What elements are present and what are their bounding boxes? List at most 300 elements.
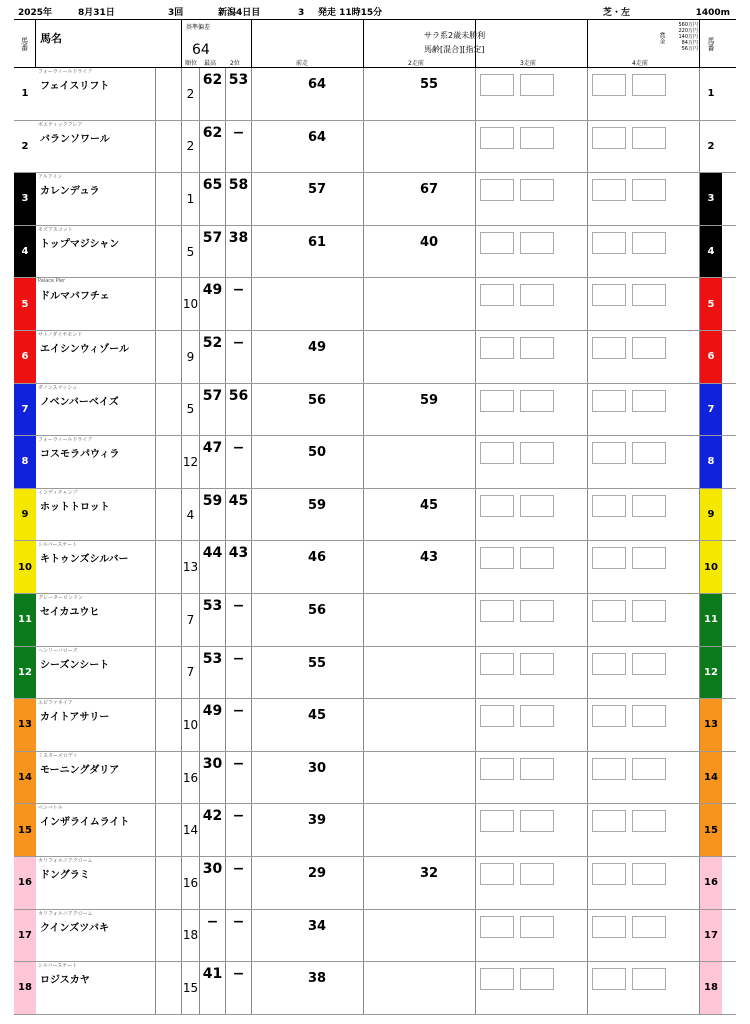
horse-name[interactable]: ドルマバフチェ — [40, 291, 110, 303]
horse-info — [36, 910, 156, 962]
prize-list: 560万円 220万円 140万円 84万円 56万円 — [678, 22, 698, 52]
chart-box — [520, 863, 554, 885]
chart-box — [632, 968, 666, 990]
best-score-cell — [200, 278, 226, 330]
horse-row[interactable] — [14, 752, 736, 805]
chart-box — [592, 337, 626, 359]
second-score-cell — [226, 752, 252, 804]
rank: 7 — [182, 647, 200, 699]
rank: 4 — [182, 489, 200, 541]
prev-race-score: 56 — [307, 392, 327, 408]
col-prev2: 2走前 — [408, 60, 424, 67]
chart-box — [632, 390, 666, 412]
horse-info — [36, 68, 156, 120]
chart-box — [520, 232, 554, 254]
jockey-col — [156, 962, 182, 1014]
gate-number: 11 — [14, 594, 36, 646]
jockey-col — [156, 173, 182, 225]
gate-number-right: 16 — [700, 857, 722, 909]
chart-box — [520, 74, 554, 96]
prev-race-score: 45 — [307, 708, 327, 724]
second-score: − — [232, 808, 245, 825]
horse-name[interactable]: セイカユウヒ — [40, 607, 100, 618]
prev4-race — [588, 910, 700, 962]
chart-box — [592, 232, 626, 254]
rank: 10 — [182, 278, 200, 330]
best-score: 59 — [202, 492, 223, 509]
chart-box — [592, 442, 626, 464]
horse-name[interactable]: トップマジシャン — [40, 238, 120, 250]
chart-box — [520, 495, 554, 517]
best-score: 53 — [202, 598, 223, 614]
best-score-cell — [200, 647, 226, 699]
second-score-cell — [226, 173, 252, 225]
prev2-race[interactable] — [364, 699, 476, 751]
gate-number: 9 — [14, 489, 36, 541]
best-score: 41 — [202, 966, 223, 983]
horse-row[interactable] — [14, 804, 736, 857]
best-score: 57 — [202, 387, 223, 404]
rank: 7 — [182, 594, 200, 646]
best-score: 30 — [202, 755, 223, 772]
sire-name: インディチャンプ — [38, 489, 78, 496]
horse-info — [36, 436, 156, 488]
horse-info — [36, 594, 156, 646]
chart-box — [632, 758, 666, 780]
horse-row[interactable] — [14, 647, 736, 700]
second-score-cell — [226, 489, 252, 541]
best-score: 52 — [202, 335, 223, 351]
sire-name: ダノンスマッシュ — [38, 384, 78, 391]
chart-box — [480, 179, 514, 201]
horse-row[interactable] — [14, 68, 736, 121]
horse-name[interactable]: カレンデュラ — [40, 186, 100, 198]
prev4-race — [588, 699, 700, 751]
best-score-cell — [200, 331, 226, 383]
prev-race[interactable] — [252, 278, 364, 330]
prev-race-score: 46 — [307, 550, 327, 566]
gate-number: 2 — [14, 121, 36, 173]
prev4-race — [588, 962, 700, 1014]
prev-race-score: 59 — [307, 497, 327, 513]
prev2-race-score: 43 — [419, 550, 439, 566]
best-score-cell — [200, 541, 226, 593]
gate-number-right: 13 — [700, 699, 722, 751]
horse-row[interactable] — [14, 857, 736, 910]
prev-race[interactable] — [252, 121, 364, 173]
chart-box — [520, 758, 554, 780]
chart-box — [592, 916, 626, 938]
prev-race[interactable] — [252, 699, 364, 751]
gate-number: 8 — [14, 436, 36, 488]
prev-race-score: 56 — [307, 603, 327, 618]
best-score: 62 — [202, 72, 223, 88]
best-score-cell — [200, 962, 226, 1014]
horse-name[interactable]: モーニングダリア — [40, 764, 120, 776]
prev-race-score: 49 — [307, 340, 327, 355]
chart-box — [480, 916, 514, 938]
second-score: 45 — [228, 492, 249, 509]
gate-number: 7 — [14, 384, 36, 436]
gate-number: 14 — [14, 752, 36, 804]
prev2-race[interactable] — [364, 594, 476, 646]
chart-box — [632, 547, 666, 569]
prev3-race — [476, 541, 588, 593]
year: 2025年 — [18, 8, 53, 18]
prev2-race[interactable] — [364, 541, 476, 593]
sire-name: Palace Pier — [38, 278, 66, 285]
gate-number-right: 14 — [700, 752, 722, 804]
prev4-race — [588, 173, 700, 225]
prev2-race[interactable] — [364, 804, 476, 856]
prev2-race-score: 32 — [419, 866, 439, 881]
best-score: 47 — [202, 440, 223, 457]
chart-box — [480, 863, 514, 885]
second-score: − — [232, 282, 245, 299]
horse-name[interactable]: ホットトロット — [40, 501, 110, 513]
chart-box — [480, 232, 514, 254]
second-score: − — [232, 913, 245, 930]
horse-row[interactable] — [14, 541, 736, 594]
jockey-col — [156, 594, 182, 646]
prev4-race — [588, 857, 700, 909]
horse-name[interactable]: ノベンバーベイズ — [40, 396, 119, 408]
horse-name[interactable]: バランソワール — [40, 133, 110, 145]
best-score-cell — [200, 489, 226, 541]
horse-row[interactable] — [14, 910, 736, 963]
prev-race[interactable] — [252, 962, 364, 1014]
prev-race[interactable] — [252, 857, 364, 909]
prize-label: 賞金 — [658, 32, 665, 44]
horse-name[interactable]: インザライムライト — [40, 817, 130, 829]
chart-box — [480, 810, 514, 832]
gate-number: 3 — [14, 173, 36, 225]
best-score-cell — [200, 910, 226, 962]
prev2-race[interactable] — [364, 436, 476, 488]
horse-name[interactable]: キトゥンズシルバー — [40, 554, 129, 566]
horse-name[interactable]: クインズツバキ — [40, 922, 109, 934]
chart-box — [592, 600, 626, 622]
prev2-race-score: 67 — [419, 182, 439, 198]
prev2-race[interactable] — [364, 278, 476, 330]
chart-box — [592, 390, 626, 412]
prev3-race — [476, 804, 588, 856]
sire-name: グレーターロンドン — [38, 595, 84, 601]
prev2-race[interactable] — [364, 647, 476, 699]
gate-number-right: 3 — [700, 173, 722, 225]
gate-number: 15 — [14, 804, 36, 856]
best-score: 42 — [202, 808, 223, 825]
chart-box — [632, 810, 666, 832]
prev2-race[interactable] — [364, 68, 476, 120]
prev-race[interactable] — [252, 331, 364, 383]
chart-box — [632, 863, 666, 885]
sire-name: モズアスコット — [38, 226, 73, 233]
jockey-col — [156, 384, 182, 436]
sire-name: フォーウィールドライブ — [38, 437, 93, 444]
chart-box — [632, 337, 666, 359]
best-score-cell — [200, 121, 226, 173]
horse-row[interactable] — [14, 278, 736, 331]
prev-race-score: 30 — [307, 760, 327, 776]
gate-number-right: 12 — [700, 647, 722, 699]
prev3-race — [476, 594, 588, 646]
prev-race[interactable] — [252, 489, 364, 541]
horse-row[interactable] — [14, 699, 736, 752]
horse-row[interactable] — [14, 173, 736, 226]
prev-race[interactable] — [252, 436, 364, 488]
chart-box — [592, 758, 626, 780]
chart-box — [632, 232, 666, 254]
prev-race[interactable] — [252, 541, 364, 593]
gate-number: 13 — [14, 699, 36, 751]
prev-race[interactable] — [252, 384, 364, 436]
prev3-race — [476, 857, 588, 909]
col-prev4: 4走前 — [632, 60, 648, 67]
prev-race[interactable] — [252, 173, 364, 225]
chart-box — [520, 705, 554, 727]
gate-number-right: 2 — [700, 121, 722, 173]
chart-box — [632, 916, 666, 938]
horse-info — [36, 278, 156, 330]
col-prev3: 3走前 — [520, 60, 536, 67]
second-score-cell — [226, 436, 252, 488]
chart-box — [592, 127, 626, 149]
jockey-col — [156, 804, 182, 856]
date: 8月31日 — [78, 8, 115, 18]
horse-info — [36, 121, 156, 173]
gate-number: 10 — [14, 541, 36, 593]
surface: 芝・左 — [602, 8, 630, 18]
best-score-cell — [200, 68, 226, 120]
chart-box — [480, 495, 514, 517]
best-score-cell — [200, 699, 226, 751]
prev-race[interactable] — [252, 647, 364, 699]
chart-box — [480, 337, 514, 359]
best-score: 57 — [202, 229, 223, 246]
chart-box — [592, 863, 626, 885]
chart-box — [480, 600, 514, 622]
best-score: 62 — [202, 124, 223, 141]
prev4-race — [588, 752, 700, 804]
gate-number-right: 8 — [700, 436, 722, 488]
gate-number-right: 15 — [700, 804, 722, 856]
horse-name[interactable]: エイシンウィゾール — [40, 344, 129, 355]
horse-info — [36, 962, 156, 1014]
prev2-race[interactable] — [364, 489, 476, 541]
horse-name[interactable]: フェイスリフト — [40, 81, 110, 92]
chart-box — [520, 442, 554, 464]
horse-name[interactable]: ドングラミ — [40, 870, 90, 881]
prev4-race — [588, 647, 700, 699]
second-score-cell — [226, 910, 252, 962]
rank: 18 — [182, 910, 200, 962]
horse-row[interactable] — [14, 436, 736, 489]
gate-number-right: 5 — [700, 278, 722, 330]
rank: 5 — [182, 226, 200, 278]
horse-name[interactable]: シーズンシート — [40, 659, 110, 671]
chart-box — [632, 74, 666, 96]
prev4-race — [588, 384, 700, 436]
prev2-race[interactable] — [364, 752, 476, 804]
gate-number: 5 — [14, 278, 36, 330]
jockey-col — [156, 910, 182, 962]
second-score: 53 — [228, 72, 249, 88]
start-time: 発走 11時15分 — [318, 8, 383, 18]
second-score-cell — [226, 962, 252, 1014]
best-score-cell — [200, 857, 226, 909]
horse-row[interactable] — [14, 962, 736, 1015]
rank: 10 — [182, 699, 200, 751]
horse-row[interactable] — [14, 121, 736, 174]
horse-name[interactable]: コスモラパウィラ — [40, 449, 120, 461]
chart-box — [592, 968, 626, 990]
second-score-cell — [226, 594, 252, 646]
prev-race[interactable] — [252, 752, 364, 804]
prev-race[interactable] — [252, 226, 364, 278]
col-horse-no: 馬番 — [14, 20, 36, 67]
best-score: 49 — [202, 282, 223, 299]
gate-number: 6 — [14, 331, 36, 383]
venue-day: 新潟4日目 — [218, 8, 261, 18]
prev2-race[interactable] — [364, 173, 476, 225]
chart-box — [480, 442, 514, 464]
horse-info — [36, 647, 156, 699]
chart-box — [520, 916, 554, 938]
chart-box — [480, 127, 514, 149]
distance: 1400m — [695, 8, 730, 18]
sire-name: フォーウィールドライブ — [38, 69, 93, 75]
chart-box — [520, 810, 554, 832]
horse-info — [36, 173, 156, 225]
rank: 14 — [182, 804, 200, 856]
prev2-race[interactable] — [364, 121, 476, 173]
prev-race-score: 57 — [307, 182, 327, 198]
prev3-race — [476, 752, 588, 804]
prev-race-score: 64 — [307, 77, 327, 92]
second-score-cell — [226, 804, 252, 856]
jockey-col — [156, 436, 182, 488]
sire-name: ミスターメロディ — [38, 752, 78, 759]
gate-number: 12 — [14, 647, 36, 699]
sire-name: シルバーステート — [38, 542, 78, 549]
second-score: 38 — [228, 229, 249, 246]
gate-number-right: 1 — [700, 68, 722, 120]
jockey-col — [156, 857, 182, 909]
horse-info — [36, 331, 156, 383]
prev2-race-score: 59 — [419, 392, 439, 408]
race-card — [14, 6, 736, 1016]
prev-race-score: 64 — [307, 129, 327, 145]
chart-box — [632, 442, 666, 464]
sire-name: ポエティックフレア — [38, 121, 83, 128]
horse-info — [36, 699, 156, 751]
chart-box — [520, 547, 554, 569]
jockey-col — [156, 278, 182, 330]
chart-box — [520, 337, 554, 359]
second-score-cell — [226, 541, 252, 593]
best-score: − — [206, 913, 219, 930]
horse-row[interactable] — [14, 226, 736, 279]
second-score-cell — [226, 121, 252, 173]
col-prev: 前走 — [296, 60, 309, 67]
header-bar — [14, 6, 736, 20]
chart-box — [520, 653, 554, 675]
chart-box — [480, 284, 514, 306]
col-second: 2位 — [230, 60, 240, 67]
horse-row[interactable] — [14, 331, 736, 384]
second-score-cell — [226, 278, 252, 330]
sire-name: シルバーステート — [38, 963, 78, 970]
prev-race[interactable] — [252, 910, 364, 962]
best-score-cell — [200, 384, 226, 436]
chart-box — [480, 74, 514, 96]
header-main — [14, 20, 736, 68]
horse-row[interactable] — [14, 384, 736, 437]
prev2-race[interactable] — [364, 910, 476, 962]
jockey-col — [156, 68, 182, 120]
prev3-race — [476, 173, 588, 225]
jockey-col — [156, 541, 182, 593]
prev2-race[interactable] — [364, 331, 476, 383]
kai: 3回 — [168, 8, 184, 18]
prev2-race[interactable] — [364, 962, 476, 1014]
second-score-cell — [226, 331, 252, 383]
rank: 16 — [182, 857, 200, 909]
race-class: サラ系2歳未勝利 — [424, 31, 486, 40]
prev2-race[interactable] — [364, 226, 476, 278]
chart-box — [592, 705, 626, 727]
prev-race-score: 61 — [307, 234, 327, 250]
horse-info — [36, 541, 156, 593]
prev4-race — [588, 121, 700, 173]
prev3-race — [476, 436, 588, 488]
horse-row[interactable] — [14, 594, 736, 647]
chart-box — [632, 705, 666, 727]
sire-name: カリフォルニアクローム — [38, 858, 93, 864]
best-score: 65 — [202, 177, 223, 194]
best-score-cell — [200, 173, 226, 225]
chart-box — [480, 653, 514, 675]
col-rank: 順位 — [184, 60, 197, 67]
prev4-race — [588, 68, 700, 120]
rank: 13 — [182, 541, 200, 593]
prev2-race[interactable] — [364, 384, 476, 436]
rank: 2 — [182, 68, 200, 120]
chart-box — [632, 495, 666, 517]
prev2-race[interactable] — [364, 857, 476, 909]
prev4-race — [588, 594, 700, 646]
chart-box — [632, 179, 666, 201]
prev-race[interactable] — [252, 804, 364, 856]
prev3-race — [476, 910, 588, 962]
prev-race[interactable] — [252, 594, 364, 646]
sire-name: アルアイン — [38, 174, 63, 181]
chart-box — [480, 968, 514, 990]
second-score: − — [232, 861, 245, 877]
prev3-race — [476, 121, 588, 173]
horse-name[interactable]: カイトアサリー — [40, 712, 110, 724]
gate-number-right: 7 — [700, 384, 722, 436]
chart-box — [520, 600, 554, 622]
horse-info — [36, 226, 156, 278]
prev-race[interactable] — [252, 68, 364, 120]
second-score-cell — [226, 68, 252, 120]
rank: 16 — [182, 752, 200, 804]
horse-row[interactable] — [14, 489, 736, 542]
horse-name[interactable]: ロジスカヤ — [40, 975, 90, 987]
prev3-race — [476, 226, 588, 278]
